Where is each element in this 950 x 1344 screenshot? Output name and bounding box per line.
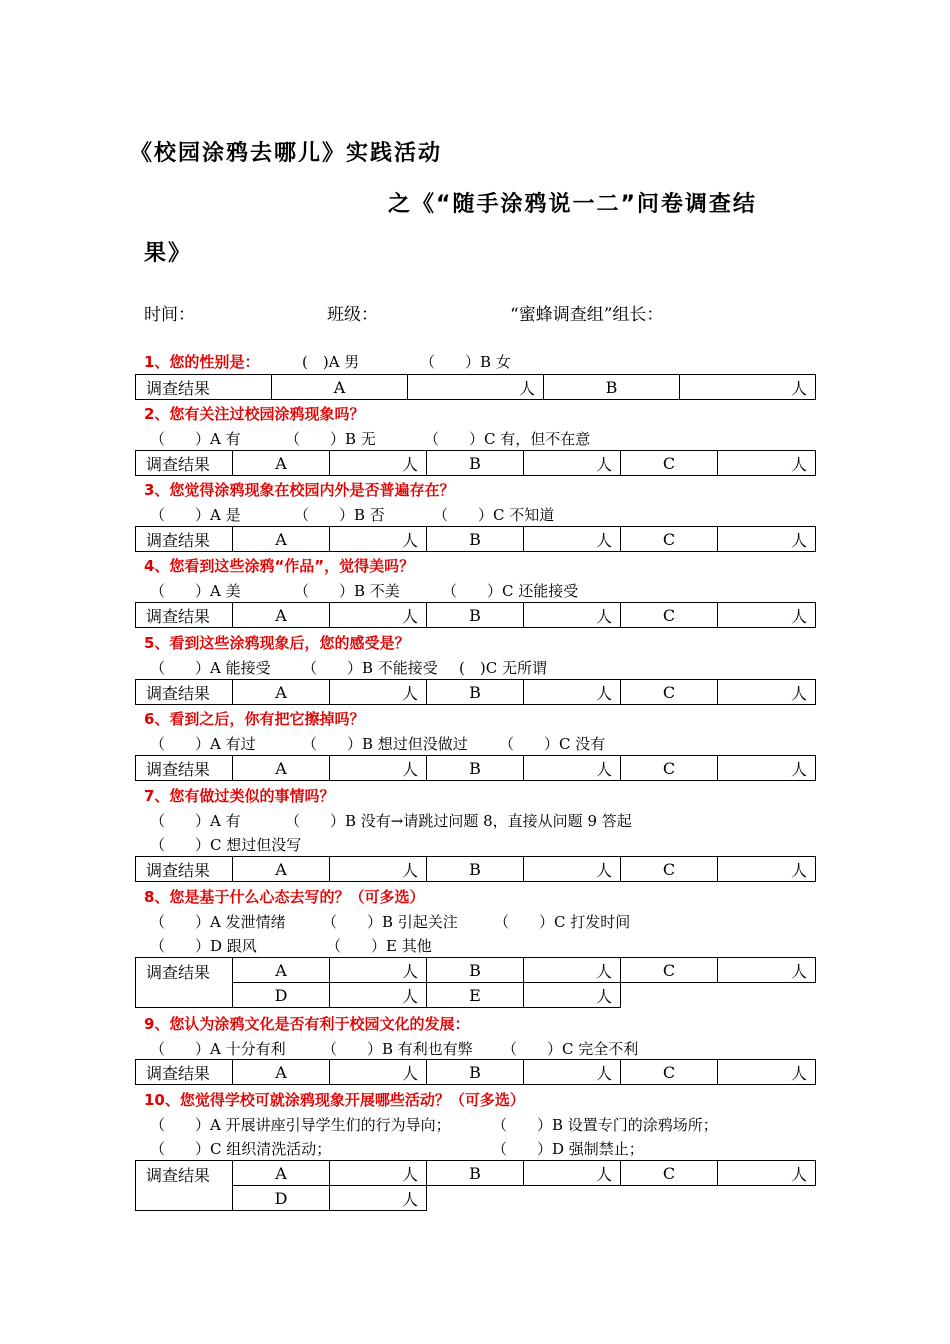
q10-option-b[interactable]: （ ）B 设置专门的涂鸦场所； [492, 1116, 718, 1134]
q2-option-a[interactable]: （ ）A 有 [150, 430, 241, 448]
time-label: 时间： [144, 305, 195, 325]
result-label: 调查结果 [136, 1161, 233, 1211]
result-count-b[interactable]: 人 [524, 1060, 621, 1085]
result-letter-c: C [621, 756, 718, 781]
q1-result-table [135, 374, 816, 400]
result-count-d[interactable]: 人 [330, 983, 427, 1008]
result-letter-b: B [427, 680, 524, 705]
result-label: 调查结果 [136, 451, 233, 476]
result-letter-d: D [233, 1186, 330, 1211]
result-count-e[interactable]: 人 [524, 983, 621, 1008]
result-count-c[interactable]: 人 [718, 680, 816, 705]
result-label: 调查结果 [136, 958, 233, 1008]
q9-option-b[interactable]: （ ）B 有利也有弊 [322, 1040, 473, 1058]
q2-result-table [135, 450, 816, 476]
question-6: 6、看到之后，你有把它擦掉吗？ [144, 710, 365, 728]
result-letter-c: C [621, 958, 718, 983]
result-count-b[interactable]: 人 [524, 451, 621, 476]
q6-option-b[interactable]: （ ）B 想过但没做过 [302, 735, 468, 753]
result-letter-b: B [427, 527, 524, 552]
title-line-1: 《校园涂鸦去哪儿》实践活动 [130, 141, 443, 166]
result-letter-b: B [427, 958, 524, 983]
question-9: 9、您认为涂鸦文化是否有利于校园文化的发展： [144, 1015, 470, 1033]
result-letter-b: B [427, 1060, 524, 1085]
q8-option-e[interactable]: （ ）E 其他 [326, 937, 432, 955]
q4-result-table [135, 602, 816, 628]
result-letter-a: A [233, 1060, 330, 1085]
result-letter-a: A [233, 857, 330, 882]
result-letter-d: D [233, 983, 330, 1008]
result-label: 调查结果 [136, 603, 233, 628]
result-label: 调查结果 [136, 375, 272, 400]
question-10: 10、您觉得学校可就涂鸦现象开展哪些活动？（可多选） [144, 1091, 525, 1109]
result-count-c[interactable]: 人 [718, 958, 816, 983]
q1-option-a[interactable]: ( )A 男 [302, 353, 360, 371]
result-letter-c: C [621, 451, 718, 476]
q4-option-c[interactable]: （ ）C 还能接受 [442, 582, 579, 600]
question-4: 4、您看到这些涂鸦“作品”，觉得美吗？ [144, 557, 415, 575]
result-letter-a: A [233, 451, 330, 476]
result-count-a[interactable]: 人 [330, 527, 427, 552]
result-letter-a: A [233, 680, 330, 705]
q9-result-table [135, 1059, 816, 1085]
result-label: 调查结果 [136, 857, 233, 882]
result-letter-a: A [233, 1161, 330, 1186]
result-letter-c: C [621, 527, 718, 552]
result-letter-a: A [233, 603, 330, 628]
result-count-c[interactable]: 人 [718, 1060, 816, 1085]
result-letter-c: C [621, 1060, 718, 1085]
result-count-c[interactable]: 人 [718, 527, 816, 552]
q8-option-b[interactable]: （ ）B 引起关注 [322, 913, 458, 931]
result-letter-c: C [621, 680, 718, 705]
question-3: 3、您觉得涂鸦现象在校园内外是否普遍存在？ [144, 481, 455, 499]
result-count-a[interactable]: 人 [330, 603, 427, 628]
result-letter-c: C [621, 857, 718, 882]
q6-option-c[interactable]: （ ）C 没有 [499, 735, 606, 753]
result-count-a[interactable]: 人 [330, 680, 427, 705]
question-5: 5、看到这些涂鸦现象后，您的感受是？ [144, 634, 410, 652]
q7-option-c[interactable]: （ ）C 想过但没写 [150, 836, 302, 854]
q10-option-d[interactable]: （ ）D 强制禁止； [492, 1140, 644, 1158]
q7-option-b[interactable]: （ ）B 没有→请跳过问题 8，直接从问题 9 答起 [285, 812, 632, 830]
leader-label: “蜜蜂调查组”组长： [510, 305, 664, 325]
result-count-d[interactable]: 人 [330, 1186, 427, 1211]
result-letter-c: C [621, 1161, 718, 1186]
result-count-b[interactable]: 人 [524, 1161, 621, 1186]
result-count-c[interactable]: 人 [718, 603, 816, 628]
q7-result-table [135, 856, 816, 882]
result-letter-a: A [233, 527, 330, 552]
result-letter-b: B [427, 603, 524, 628]
result-count-b[interactable]: 人 [524, 527, 621, 552]
q9-option-c[interactable]: （ ）C 完全不利 [502, 1040, 639, 1058]
q6-result-table [135, 755, 816, 781]
q4-option-b[interactable]: （ ）B 不美 [294, 582, 400, 600]
result-count-a[interactable]: 人 [408, 375, 544, 400]
question-8: 8、您是基于什么心态去写的？（可多选） [144, 888, 425, 906]
q10-option-a[interactable]: （ ）A 开展讲座引导学生们的行为导向； [150, 1116, 451, 1134]
result-count-c[interactable]: 人 [718, 451, 816, 476]
result-letter-c: C [621, 603, 718, 628]
q5-option-a[interactable]: （ ）A 能接受 [150, 659, 271, 677]
result-letter-e: E [427, 983, 524, 1008]
title-line-3: 果》 [144, 241, 193, 266]
result-count-b[interactable]: 人 [524, 680, 621, 705]
q7-option-a[interactable]: （ ）A 有 [150, 812, 241, 830]
result-letter-a: A [272, 375, 408, 400]
question-2: 2、您有关注过校园涂鸦现象吗？ [144, 405, 365, 423]
result-count-b[interactable]: 人 [680, 375, 816, 400]
result-count-b[interactable]: 人 [524, 756, 621, 781]
result-letter-a: A [233, 756, 330, 781]
result-count-a[interactable]: 人 [330, 756, 427, 781]
q9-option-a[interactable]: （ ）A 十分有利 [150, 1040, 286, 1058]
question-1: 1、您的性别是： [144, 353, 260, 371]
q8-result-table [135, 957, 816, 1008]
result-label: 调查结果 [136, 756, 233, 781]
result-count-a[interactable]: 人 [330, 1161, 427, 1186]
result-count-a[interactable]: 人 [330, 857, 427, 882]
title-line-2: 之《“随手涂鸦说一二”问卷调查结 [388, 192, 757, 217]
result-label: 调查结果 [136, 527, 233, 552]
q4-option-a[interactable]: （ ）A 美 [150, 582, 241, 600]
q10-result-table [135, 1160, 816, 1211]
q3-option-a[interactable]: （ ）A 是 [150, 506, 241, 524]
result-count-b[interactable]: 人 [524, 857, 621, 882]
q8-option-d[interactable]: （ ）D 跟风 [150, 937, 257, 955]
result-letter-a: A [233, 958, 330, 983]
q5-result-table [135, 679, 816, 705]
result-count-b[interactable]: 人 [524, 958, 621, 983]
result-count-c[interactable]: 人 [718, 1161, 816, 1186]
result-letter-b: B [427, 857, 524, 882]
q2-option-c[interactable]: （ ）C 有，但不在意 [424, 430, 591, 448]
q8-option-a[interactable]: （ ）A 发泄情绪 [150, 913, 286, 931]
q5-option-b[interactable]: （ ）B 不能接受 [302, 659, 438, 677]
result-count-b[interactable]: 人 [524, 603, 621, 628]
result-letter-b: B [427, 1161, 524, 1186]
result-letter-b: B [427, 451, 524, 476]
result-letter-b: B [544, 375, 680, 400]
result-letter-b: B [427, 756, 524, 781]
result-count-a[interactable]: 人 [330, 958, 427, 983]
q10-option-c[interactable]: （ ）C 组织清洗活动； [150, 1140, 332, 1158]
result-label: 调查结果 [136, 1060, 233, 1085]
q1-option-b[interactable]: （ ）B 女 [420, 353, 511, 371]
result-count-a[interactable]: 人 [330, 451, 427, 476]
result-count-c[interactable]: 人 [718, 857, 816, 882]
q5-option-c[interactable]: ( )C 无所谓 [459, 659, 547, 677]
class-label: 班级： [327, 305, 378, 325]
q3-option-c[interactable]: （ ）C 不知道 [433, 506, 555, 524]
result-count-c[interactable]: 人 [718, 756, 816, 781]
result-count-a[interactable]: 人 [330, 1060, 427, 1085]
result-label: 调查结果 [136, 680, 233, 705]
q8-option-c[interactable]: （ ）C 打发时间 [494, 913, 631, 931]
q6-option-a[interactable]: （ ）A 有过 [150, 735, 256, 753]
q3-option-b[interactable]: （ ）B 否 [294, 506, 385, 524]
q3-result-table [135, 526, 816, 552]
question-7: 7、您有做过类似的事情吗？ [144, 787, 335, 805]
q2-option-b[interactable]: （ ）B 无 [285, 430, 376, 448]
